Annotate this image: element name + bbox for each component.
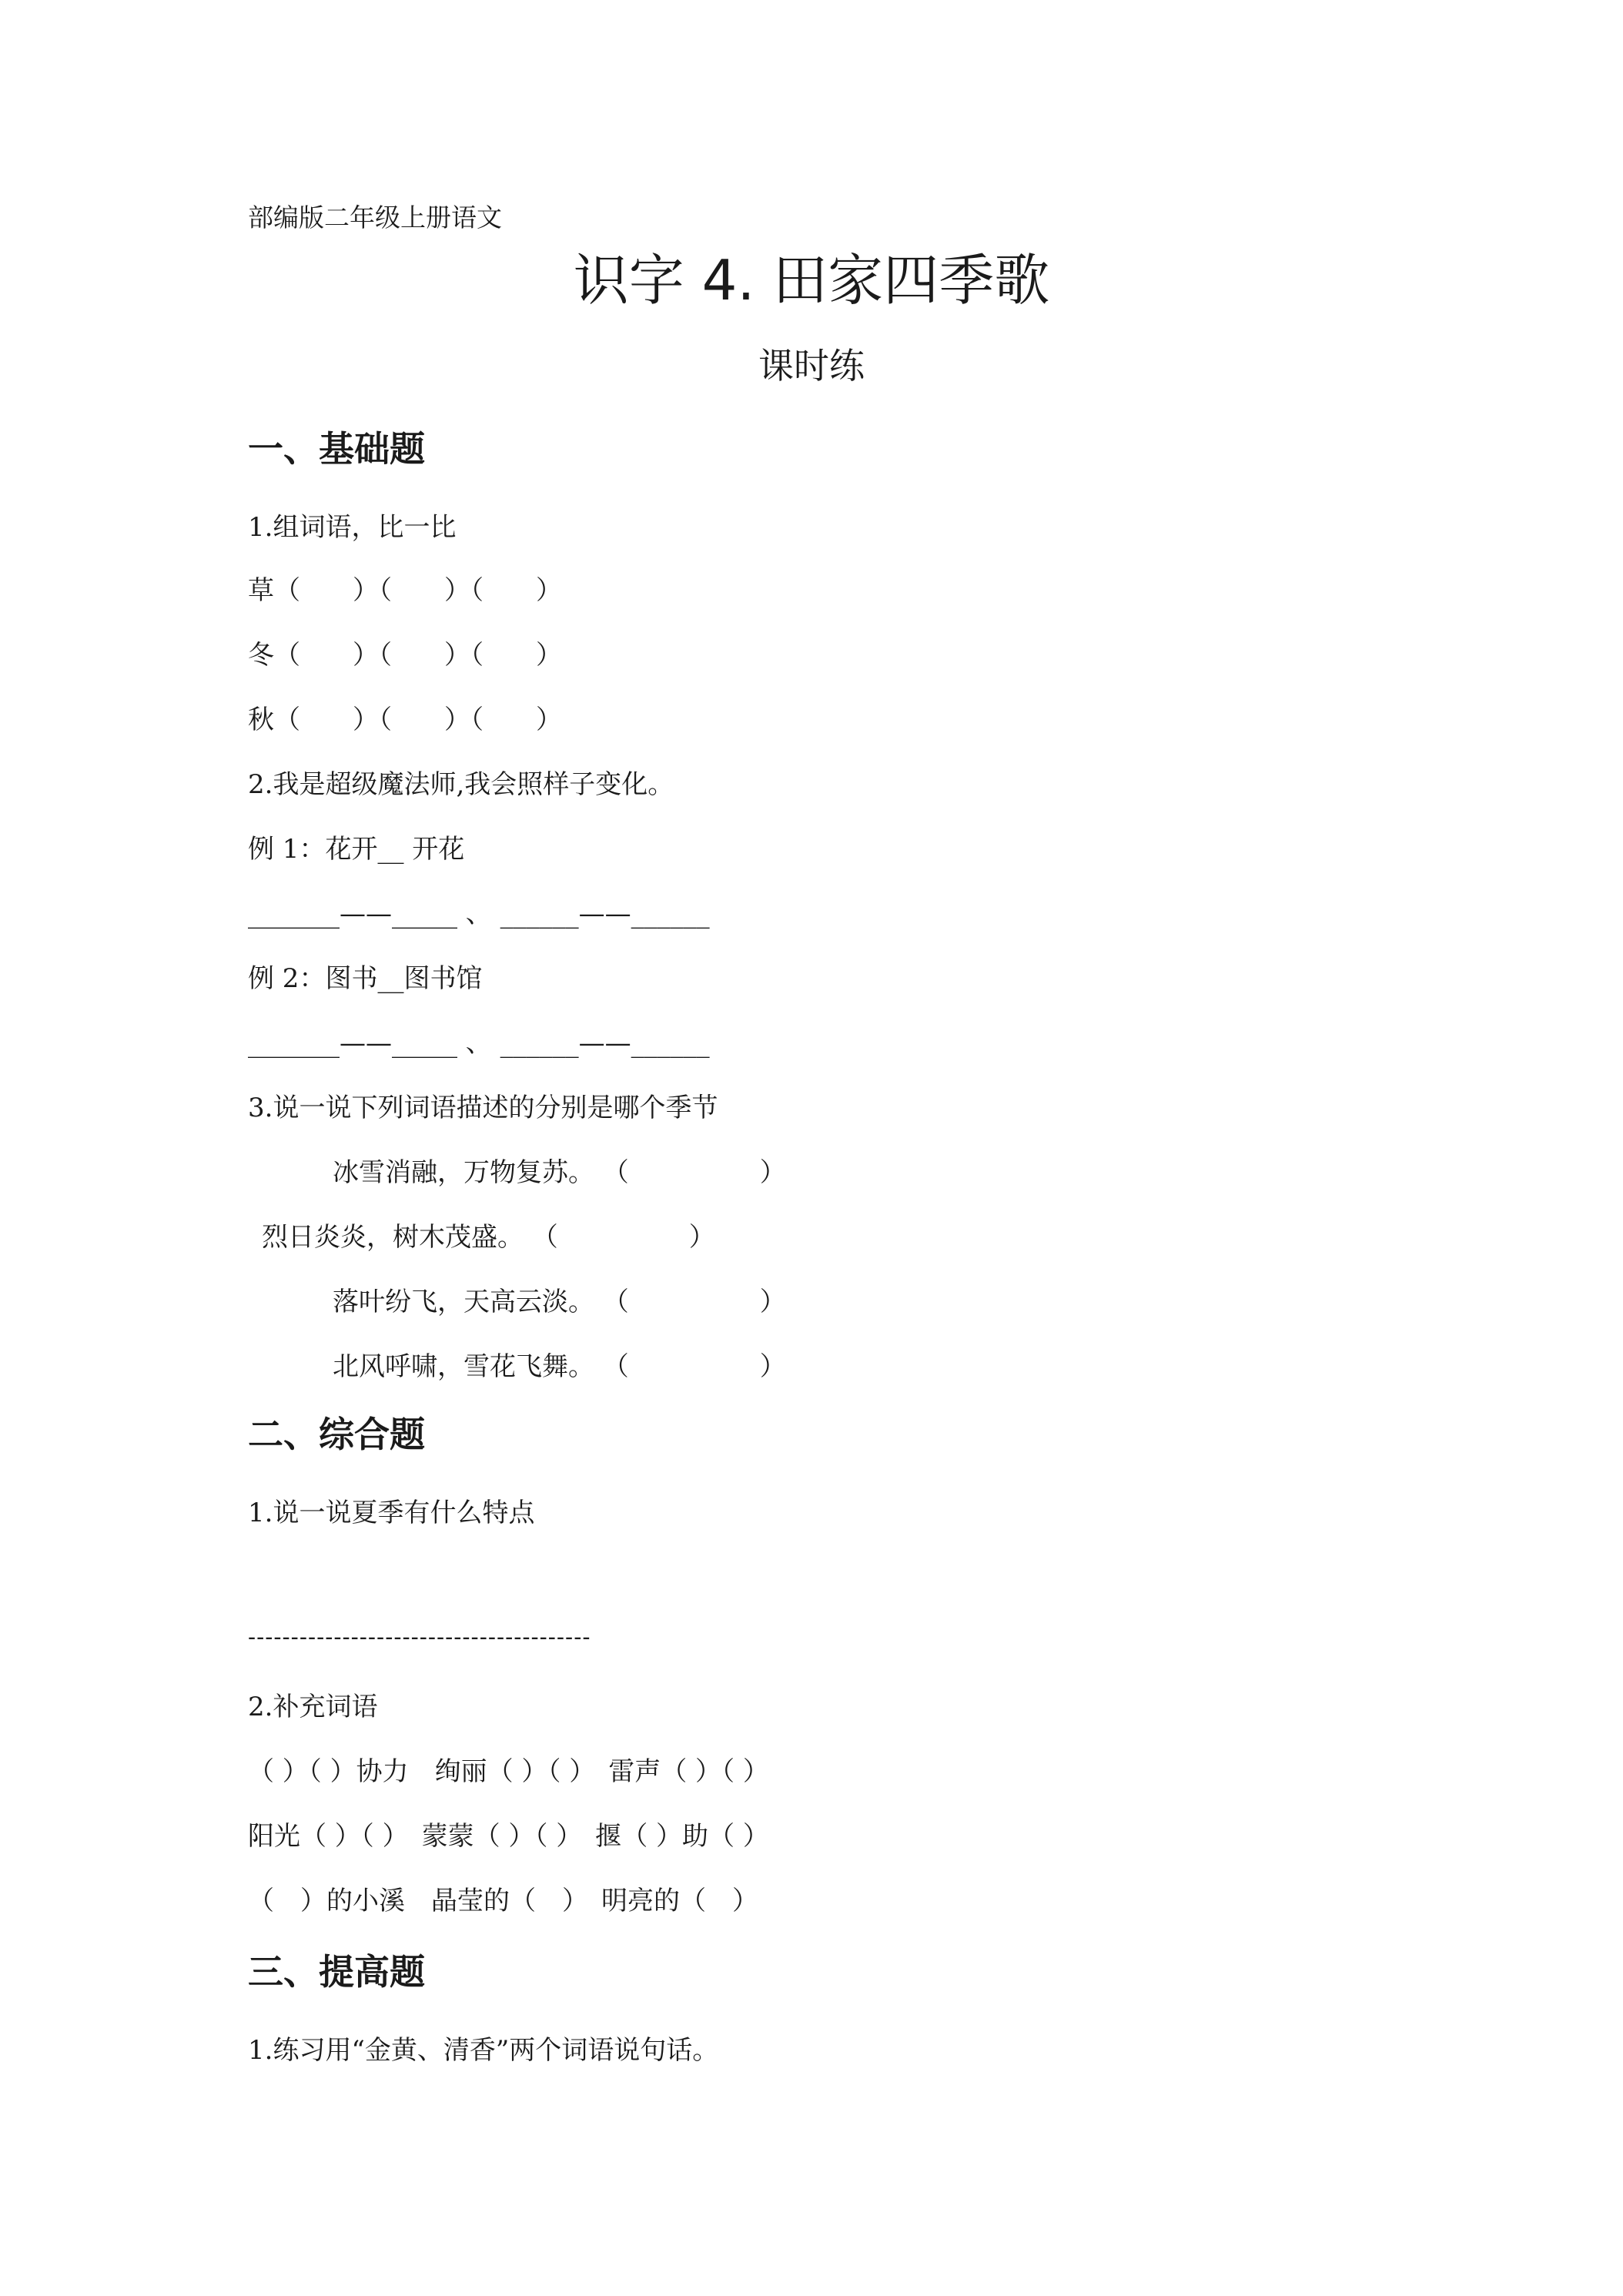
season-item: 落叶纷飞，天高云淡。 （ ） xyxy=(333,1287,786,1317)
section-heading-comprehensive: 二、综合题 xyxy=(248,1414,425,1455)
word-group-row: 草（ ）（ ）（ ） xyxy=(248,575,562,606)
question-prompt: 3.说一说下列词语描述的分别是哪个季节 xyxy=(248,1093,718,1123)
question-prompt: 1.说一说夏季有什么特点 xyxy=(248,1498,535,1528)
example-line: 例 2：图书__图书馆 xyxy=(248,963,483,994)
word-group-row: 秋（ ）（ ）（ ） xyxy=(248,705,562,735)
page-subtitle: 课时练 xyxy=(758,345,865,387)
fill-word-row: 阳光（ ）（ ） 蒙蒙（ ）（ ） 揠（ ）助（ ） xyxy=(248,1821,769,1852)
question-prompt: 1.组词语，比一比 xyxy=(248,512,457,543)
season-item: 冰雪消融，万物复苏。 （ ） xyxy=(333,1157,786,1188)
section-heading-basic: 一、基础题 xyxy=(248,428,425,470)
answer-blank-line: _______——_____ 、 ______——______ xyxy=(248,1028,710,1059)
question-prompt: 1.练习用“金黄、清香”两个词语说句话。 xyxy=(248,2035,719,2066)
fill-word-row: （ ）的小溪 晶莹的（ ） 明亮的（ ） xyxy=(248,1886,758,1916)
season-item: 烈日炎炎，树木茂盛。 （ ） xyxy=(262,1222,715,1253)
book-label: 部编版二年级上册语文 xyxy=(248,202,502,233)
word-group-row: 冬（ ）（ ）（ ） xyxy=(248,640,562,671)
question-prompt: 2.补充词语 xyxy=(248,1692,378,1722)
answer-blank-line: _______——_____ 、 ______——______ xyxy=(248,899,710,929)
answer-dashed-line: ---------------------------------------- xyxy=(248,1624,591,1651)
question-prompt: 2.我是超级魔法师,我会照样子变化。 xyxy=(248,769,674,800)
fill-word-row: （ ）（ ）协力 绚丽（ ）（ ） 雷声（ ）（ ） xyxy=(248,1756,769,1787)
section-heading-advanced: 三、提高题 xyxy=(248,1951,425,1993)
example-line: 例 1：花开__ 开花 xyxy=(248,834,465,865)
page-title: 识字 4. 田家四季歌 xyxy=(573,248,1050,313)
season-item: 北风呼啸，雪花飞舞。 （ ） xyxy=(333,1351,786,1382)
